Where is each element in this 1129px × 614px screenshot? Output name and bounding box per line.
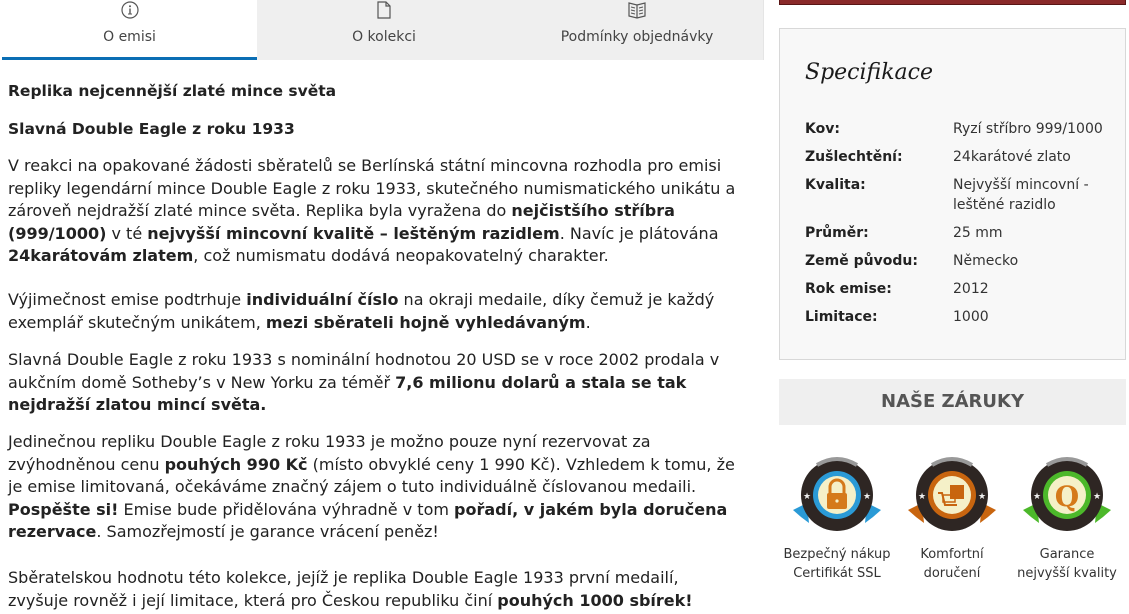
svg-text:★: ★	[802, 492, 812, 502]
quality-badge-icon	[1017, 455, 1117, 535]
info-icon	[2, 0, 257, 20]
spec-title: Specifikace	[805, 60, 933, 85]
cart-badge-icon	[902, 455, 1002, 535]
tab-bar	[2, 0, 763, 60]
svg-text:★: ★	[917, 492, 927, 502]
svg-text:★: ★	[1032, 492, 1042, 502]
svg-text:★: ★	[862, 492, 872, 502]
order-button-edge[interactable]	[779, 0, 1126, 5]
paragraph: V reakci na opakované žádosti sběratelů se Berlínská státní mincovna rozhodla pro emisi repliky legendární mince Double Eagle z roku 1933, skutečného numismatického unikátu a zároveň nejdražší zlaté mince světa. Replika byla vyražena do nejčistšího stříbra (999/1000) v té nejvyšší mincovní kvalitě – leštěným razidlem. Navíc je plátována 24karátovám zlatem, což numismatu dodává neopakovatelný charakter.	[8, 156, 736, 265]
guarantee-secure	[782, 455, 892, 583]
specification-box: Specifikace Kov: Ryzí stříbro 999/1000 Zušlechtění: 24karátové zlato Kvalita: Nejvyšší mincovní - leštěné razidlo Průměr: 25 mm Země původu: Německo Rok emise: 2012 Limitace: 1000	[779, 28, 1126, 360]
divider	[763, 0, 764, 60]
paragraph: Slavná Double Eagle z roku 1933 s nominální hodnotou 20 USD se v roce 2002 prodala v aukčním domě Sotheby’s v New Yorku za téměř 7,6 milionu dolarů a stala se tak nejdražší zlatou mincí světa.	[8, 350, 720, 414]
sidebar	[779, 0, 1126, 614]
paragraph: Jedinečnou repliku Double Eagle z roku 1933 je možno pouze nyní rezervovat za zvýhodněnou cenu pouhých 990 Kč (místo obvyklé ceny 1 990 Kč). Vzhledem k tomu, že je emise limitovaná, očekáváme značný zájem o tuto individuálně číslovanou medaili. Pospěšte si! Emise bude přidělována výhradně v tom pořadí, v jakém byla doručena rezervace. Samozřejmostí je garance vrácení peněz!	[8, 432, 735, 541]
tab-label: Podmínky objednávky	[560, 29, 714, 45]
paragraph: Výjimečnost emise podtrhuje individuální číslo na okraji medaile, díky čemuž je každý exemplář skutečným unikátem, mezi sběrateli hojně vyhledávaným.	[8, 290, 715, 332]
guarantee-label: Garance nejvyšší kvality	[1017, 547, 1117, 581]
guarantee-quality	[1012, 455, 1122, 583]
paragraph: Sběratelskou hodnotu této kolekce, jejíž je replika Double Eagle 1933 první medailí, zvyšuje rovněž i její limitace, která pro Českou republiku činí pouhých 1000 sbírek!	[8, 568, 693, 610]
book-icon	[511, 0, 763, 20]
svg-text:★: ★	[1092, 492, 1102, 502]
guarantee-label: Komfortní doručení	[920, 547, 984, 581]
svg-text:Q: Q	[1054, 480, 1080, 513]
document-icon	[257, 0, 511, 20]
svg-text:★: ★	[977, 492, 987, 502]
article-heading: Replika nejcennější zlaté mince světa	[8, 82, 337, 100]
lock-badge-icon	[787, 455, 887, 535]
tab-o-emisi[interactable]	[2, 0, 257, 60]
guarantees-heading: NAŠE ZÁRUKY	[779, 379, 1126, 425]
guarantee-delivery	[897, 455, 1007, 583]
tab-label: O emisi	[103, 29, 156, 45]
tab-o-kolekci[interactable]	[257, 0, 511, 60]
tab-podminky-objednavky[interactable]	[511, 0, 763, 60]
article-subheading: Slavná Double Eagle z roku 1933	[8, 120, 295, 138]
tab-label: O kolekci	[352, 29, 416, 45]
guarantee-label: Bezpečný nákup Certifikát SSL	[783, 547, 891, 581]
